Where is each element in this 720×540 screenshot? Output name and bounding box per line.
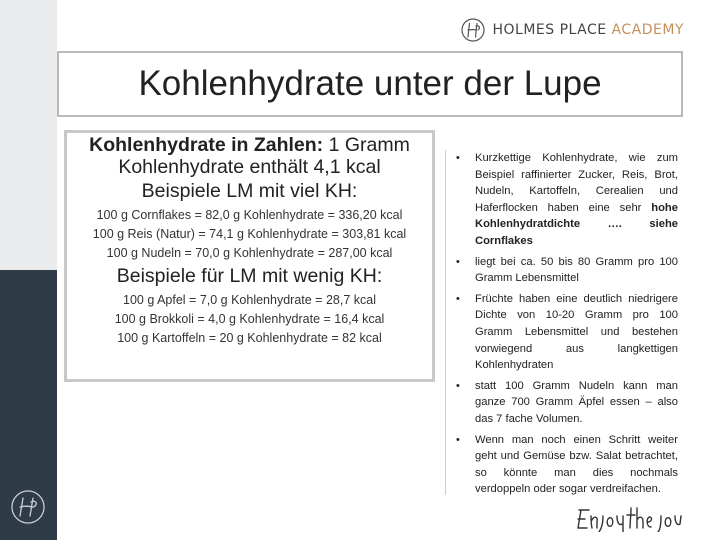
brand-name [492, 22, 684, 38]
bullet-icon: • [456, 433, 460, 446]
slide-title-box [57, 51, 683, 117]
high-carb-item: 100 g Nudeln = 70,0 g Kohlenhydrate = 287,00 kcal [106, 246, 393, 260]
low-carb-item: 100 g Brokkoli = 4,0 g Kohlenhydrate = 16,4 kcal [114, 312, 385, 326]
bullet-icon: • [456, 255, 460, 268]
brand-name-accent: ACADEMY [611, 22, 684, 38]
bullet-text: statt 100 Gramm Nudeln kann man ganze 700 Gramm Äpfel essen – also das 7 fache Volumen. [475, 379, 678, 425]
bullet-text: Kurzkettige Kohlenhydrate, wie zum Beispiel raffinierter Zucker, Reis, Brot, Nudeln, Kartoffeln, Cerealien und Haferflocken haben eine sehr [475, 152, 678, 214]
slide-title: Kohlenhydrate unter der Lupe [138, 64, 602, 103]
list-item [452, 378, 678, 428]
explanation-list [452, 150, 678, 498]
list-item [452, 432, 678, 498]
high-carb-title: Beispiele LM mit viel KH: [141, 180, 358, 202]
bullet-text: liegt bei ca. 50 bis 80 Gramm pro 100 Gramm Lebensmittel [475, 255, 678, 285]
high-carb-item: 100 g Cornflakes = 82,0 g Kohlenhydrate = 336,20 kcal [96, 208, 403, 222]
low-carb-item: 100 g Kartoffeln = 20 g Kohlenhydrate = 82 kcal [117, 331, 382, 345]
brand-name-main: HOLMES PLACE [492, 22, 612, 38]
high-carb-item: 100 g Reis (Natur) = 74,1 g Kohlenhydrate = 303,81 kcal [92, 227, 407, 241]
bullet-text: Früchte haben eine deutlich niedrigere Dichte von 10-20 Gramm pro 100 Gramm Lebensmittel und bestehen vorwiegend aus langkettigen Kohlenhydraten [475, 292, 678, 372]
carb-numbers-heading [67, 135, 432, 178]
carb-numbers-heading-bold: Kohlenhydrate in Zahlen: [89, 134, 324, 156]
slogan-signature-icon [575, 502, 685, 532]
bullet-icon: • [456, 292, 460, 305]
hp-monogram-icon [460, 17, 486, 43]
carb-numbers-panel [64, 130, 435, 382]
left-side-band [0, 0, 57, 540]
list-item [452, 291, 678, 374]
carb-numbers-heading-rest: 1 Gramm Kohlenhydrate enthält 4,1 kcal [118, 134, 410, 178]
bullet-text-bold: hohe Kohlenhydratdichte …. siehe Cornflakes [475, 201, 678, 247]
brand-logo [460, 16, 684, 44]
carb-explanation-panel [445, 150, 678, 495]
bullet-icon: • [456, 152, 460, 164]
hp-monogram-outline-icon [9, 488, 47, 526]
bullet-icon: • [456, 379, 460, 392]
bullet-text: Wenn man noch einen Schritt weiter geht und Gemüse bzw. Salat betrachtet, so könnte man dies nochmals verdoppeln oder sogar verdreifachen. [475, 433, 678, 496]
low-carb-title: Beispiele für LM mit wenig KH: [116, 265, 383, 287]
low-carb-item: 100 g Apfel = 7,0 g Kohlenhydrate = 28,7 kcal [123, 293, 376, 307]
list-item [452, 254, 678, 287]
list-item [452, 150, 678, 250]
